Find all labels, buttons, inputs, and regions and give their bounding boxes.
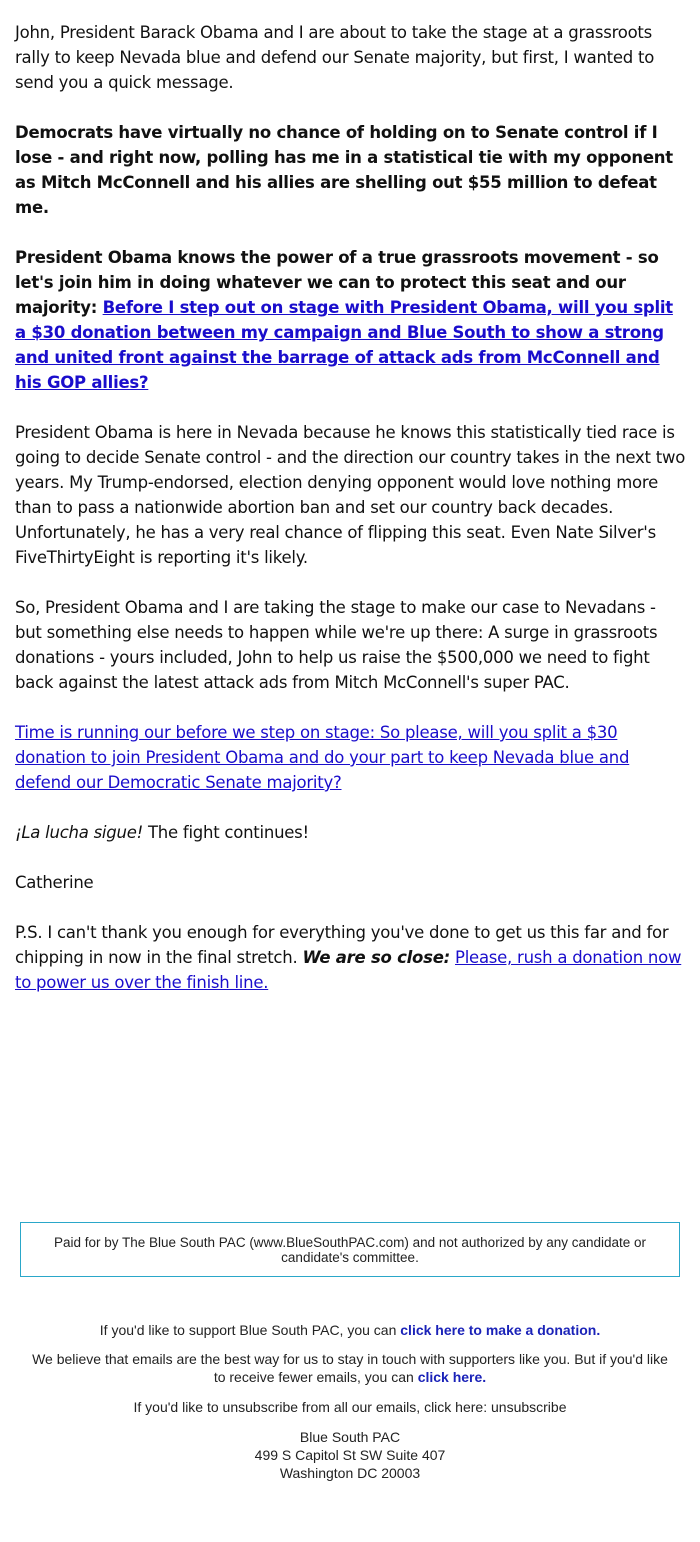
paid-for-disclaimer: Paid for by The Blue South PAC (www.BlueSouthPAC.com) and not authorized by any candidate or candidate's committee. <box>20 1222 680 1277</box>
fewer-emails-link[interactable]: click here. <box>417 1369 487 1385</box>
intro-paragraph: John, President Barack Obama and I are about to take the stage at a grassroots rally to keep Nevada blue and defend our Senate majority, but first, I wanted to send you a quick message. <box>15 23 655 92</box>
split-donation-link[interactable]: Before I step out on stage with President Obama, will you split a $30 donation between my campaign and Blue South to show a strong and united front against the barrage of attack ads from McConnell and his GOP allies? <box>15 298 673 392</box>
signature: Catherine <box>15 873 94 892</box>
org-address <box>0 1428 700 1482</box>
fewer-emails-text: We believe that emails are the best way for us to stay in touch with supporters like you. But if you'd like to receive fewer emails, you can <box>32 1351 668 1385</box>
fewer-emails-line <box>0 1350 700 1386</box>
address-line-2: Washington DC 20003 <box>279 1465 421 1481</box>
unsubscribe-text: If you'd like to unsubscribe from all our emails, click here: <box>133 1399 491 1415</box>
address-line-1: 499 S Capitol St SW Suite 407 <box>254 1447 446 1463</box>
grassroots-text: President Obama knows the power of a true grassroots movement - so let's join him in doing whatever we can to protect this seat and our majority: <box>15 248 659 317</box>
surge-paragraph: So, President Obama and I are taking the stage to make our case to Nevadans - but something else needs to happen while we're up there: A surge in grassroots donations - yours included, John to help us raise the $500,000 we need to fight back against the latest attack ads from Mitch McConnell's super PAC. <box>15 598 658 692</box>
ps-paragraph <box>15 920 687 995</box>
unsubscribe-line <box>0 1398 700 1416</box>
time-running-paragraph <box>15 720 687 795</box>
ps-text: P.S. I can't thank you enough for everything you've done to get us this far and for chipping in now in the final stretch. <box>15 923 669 967</box>
support-text: If you'd like to support Blue South PAC, you can <box>99 1322 401 1338</box>
senate-control-paragraph: Democrats have virtually no chance of holding on to Senate control if I lose - and right now, polling has me in a statistical tie with my opponent as Mitch McConnell and his allies are shelling out $55 million to defeat me. <box>15 123 673 217</box>
fight-continues-text: The fight continues! <box>142 823 309 842</box>
email-body <box>15 20 687 1020</box>
unsubscribe-link[interactable]: unsubscribe <box>491 1399 567 1415</box>
email-footer <box>0 1222 700 1482</box>
support-line <box>0 1321 700 1339</box>
make-donation-link[interactable]: click here to make a donation. <box>400 1322 601 1338</box>
rush-donation-link[interactable]: Please, rush a donation now to power us over the finish line. <box>15 948 682 992</box>
la-lucha-sigue-text: ¡La lucha sigue! <box>15 823 143 842</box>
obama-nevada-paragraph: President Obama is here in Nevada because he knows this statistically tied race is going to decide Senate control - and the direction our country takes in the next two years. My Trump-endorsed, election denying opponent would love nothing more than to pass a nationwide abortion ban and set our country back decades. Unfortunately, he has a very real chance of flipping this seat. Even Nate Silver's FiveThirtyEight is reporting it's likely. <box>15 423 686 567</box>
grassroots-paragraph <box>15 245 687 395</box>
time-running-donation-link[interactable]: Time is running our before we step on stage: So please, will you split a $30 donation to join President Obama and do your part to keep Nevada blue and defend our Democratic Senate majority? <box>15 723 630 792</box>
ps-emphasis: We are so close: <box>302 948 451 967</box>
fight-continues-paragraph <box>15 820 687 845</box>
org-name: Blue South PAC <box>299 1429 401 1445</box>
